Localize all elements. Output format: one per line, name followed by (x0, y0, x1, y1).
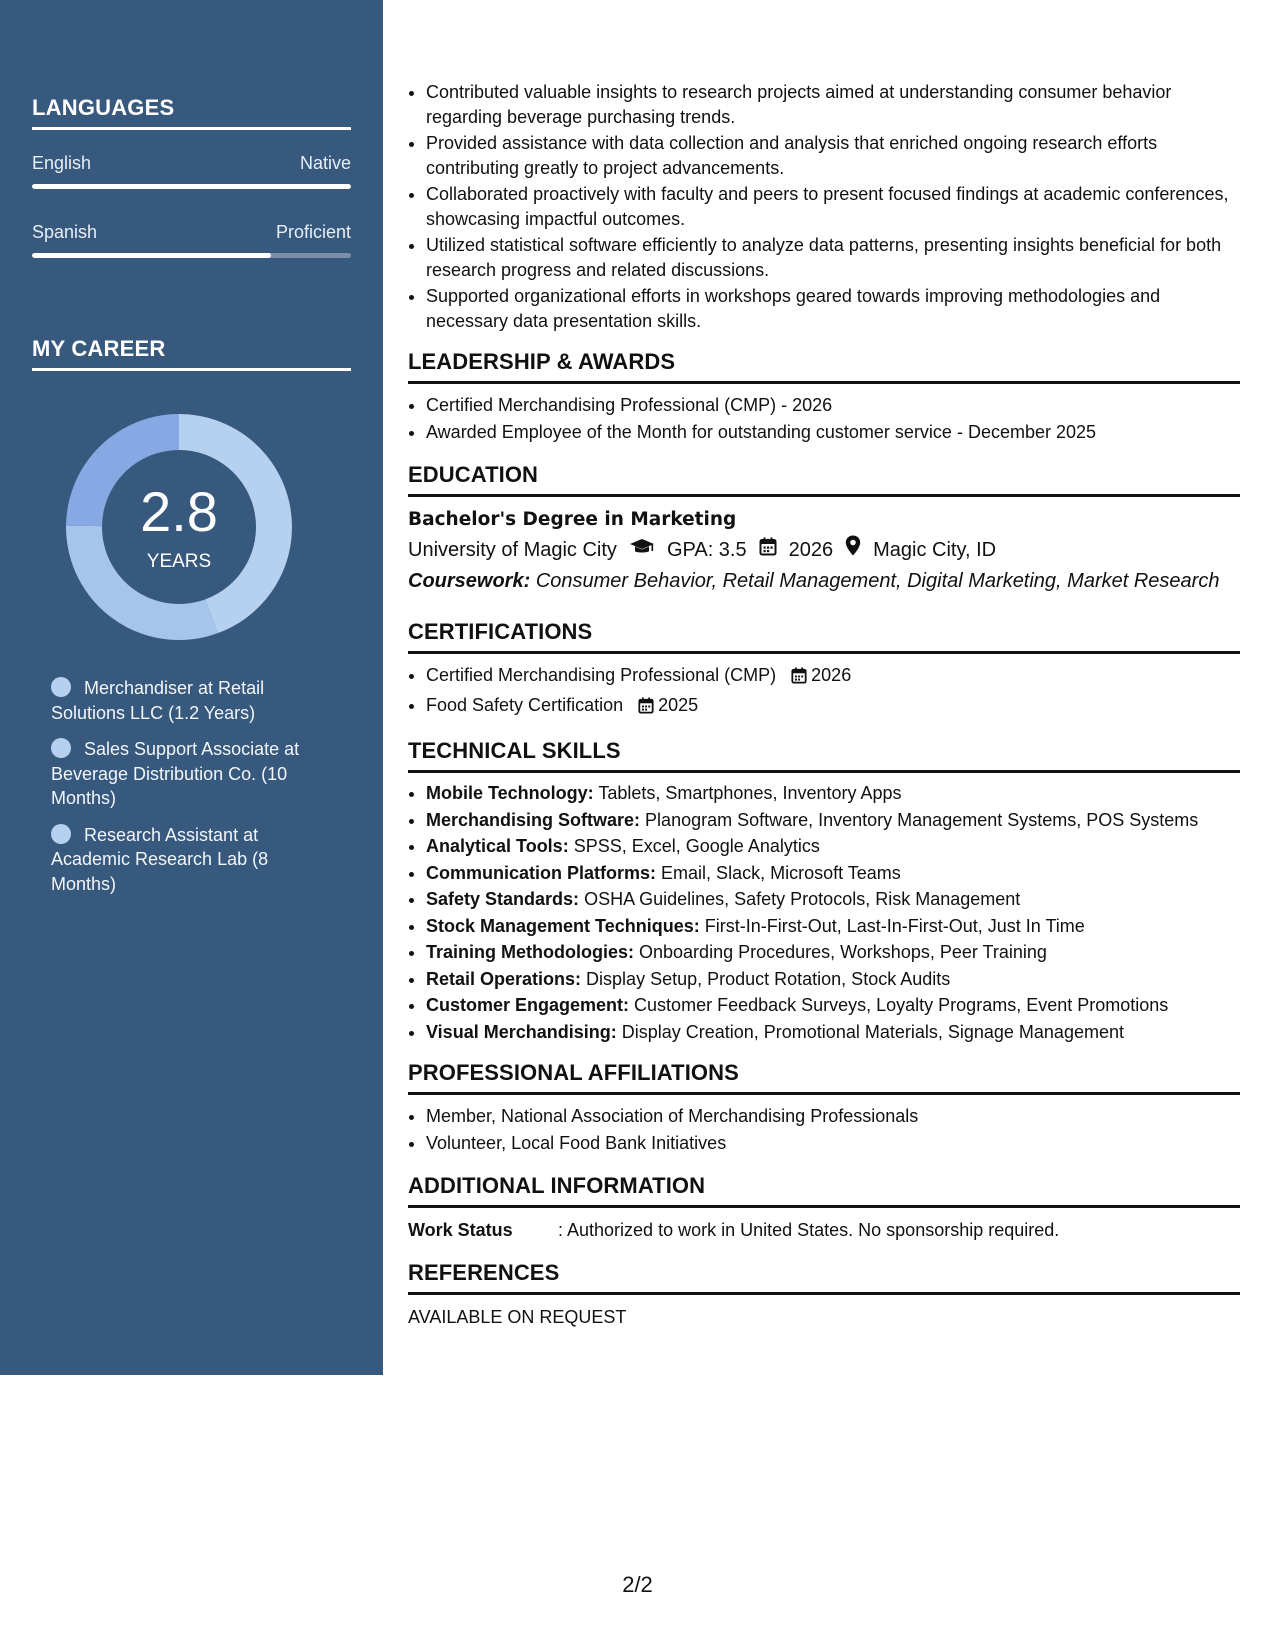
skill-label: Retail Operations: (426, 968, 582, 989)
skill-item (426, 993, 1240, 1018)
skill-label: Merchandising Software: (426, 809, 641, 830)
calendar-icon (791, 665, 807, 692)
skill-value: OSHA Guidelines, Safety Protocols, Risk Management (584, 889, 1021, 909)
language-row-spanish (32, 222, 351, 243)
list-item: • Supported organizational efforts in workshops geared towards improving methodologies and necessary data presentation skills. (426, 284, 1240, 333)
skill-value: Display Creation, Promotional Materials, Signage Management (621, 1021, 1124, 1042)
section-title-skills: TECHNICAL SKILLS (408, 738, 1240, 773)
language-bar-fill (32, 184, 351, 189)
skills-list (408, 781, 1240, 1044)
languages-heading: LANGUAGES (32, 95, 351, 130)
section-title-education: EDUCATION (408, 462, 1240, 497)
career-item (51, 737, 321, 811)
skill-value: Tablets, Smartphones, Inventory Apps (598, 783, 902, 803)
certifications-list (408, 662, 1240, 722)
career-heading: MY CAREER (32, 336, 351, 371)
section-title-affiliations: PROFESSIONAL AFFILIATIONS (408, 1060, 1240, 1095)
skill-item (426, 808, 1240, 833)
skill-item (426, 940, 1240, 965)
school-location: Magic City, ID (873, 539, 997, 561)
language-bar-english (32, 184, 351, 189)
list-item: • Awarded Employee of the Month for outstanding customer service - December 2025 (426, 419, 1240, 446)
list-item: • Collaborated proactively with faculty and peers to present focused findings at academic conferences, showcasing impactful outcomes. (426, 182, 1240, 231)
leadership-list (408, 392, 1240, 446)
list-item (426, 692, 1240, 722)
bullet-dot-icon (51, 738, 71, 758)
cert-name: Food Safety Certification (426, 695, 624, 715)
gpa: GPA: 3.5 (666, 539, 747, 561)
skill-value: Planogram Software, Inventory Management Systems, POS Systems (645, 809, 1199, 830)
skill-value: Display Setup, Product Rotation, Stock Audits (586, 968, 951, 989)
list-item: • Utilized statistical software efficiently to analyze data patterns, presenting insights beneficial for both research progress and related discussions. (426, 233, 1240, 282)
skill-item (426, 914, 1240, 939)
coursework-text: Consumer Behavior, Retail Management, Digital Marketing, Market Research (535, 570, 1220, 592)
career-item-text: Merchandiser at Retail Solutions LLC (1.2 Years) (51, 678, 265, 723)
bullet-dot-icon (51, 824, 71, 844)
career-item-text: Sales Support Associate at Beverage Distribution Co. (10 Months) (51, 739, 300, 808)
language-row-english (32, 153, 351, 174)
skill-label: Visual Merchandising: (426, 1021, 617, 1042)
coursework (408, 566, 1240, 597)
work-status-value: : Authorized to work in United States. No sponsorship required. (558, 1220, 1060, 1240)
language-level: Native (299, 153, 351, 173)
calendar-icon (638, 695, 654, 722)
language-bar-spanish (32, 253, 351, 258)
career-total-value: 2.8 (140, 480, 218, 543)
skill-value: SPSS, Excel, Google Analytics (573, 836, 820, 856)
list-item: • Contributed valuable insights to research projects aimed at understanding consumer behavior regarding beverage purchasing trends. (426, 80, 1240, 129)
skill-item (426, 1020, 1240, 1045)
sidebar (0, 0, 383, 1375)
skill-item (426, 887, 1240, 912)
skill-value: Customer Feedback Surveys, Loyalty Programs, Event Promotions (634, 995, 1169, 1015)
work-status-label: Work Status (408, 1220, 513, 1240)
list-item: • Member, National Association of Merchandising Professionals (426, 1103, 1240, 1130)
career-item (51, 823, 321, 897)
cert-year: 2025 (658, 695, 699, 715)
skill-item (426, 861, 1240, 886)
coursework-label: Coursework: (408, 570, 531, 592)
main-content (408, 80, 1240, 1331)
skill-value: Onboarding Procedures, Workshops, Peer Training (639, 942, 1047, 962)
list-item: • Volunteer, Local Food Bank Initiatives (426, 1130, 1240, 1157)
experience-bullets (408, 80, 1240, 333)
skill-label: Communication Platforms: (426, 862, 657, 883)
skill-item (426, 781, 1240, 806)
references-text: AVAILABLE ON REQUEST (408, 1307, 627, 1327)
skill-value: First-In-First-Out, Last-In-First-Out, Just In Time (704, 915, 1085, 936)
skill-item (426, 967, 1240, 992)
skill-label: Training Methodologies: (426, 942, 634, 962)
school-name: University of Magic City (408, 539, 617, 561)
skill-label: Customer Engagement: (426, 995, 630, 1015)
cert-name: Certified Merchandising Professional (CMP) (426, 665, 777, 685)
language-level: Proficient (275, 222, 351, 242)
skill-label: Safety Standards: (426, 889, 580, 909)
career-total-unit: YEARS (146, 551, 212, 572)
graduation-year: 2026 (788, 539, 834, 561)
affiliations-list (408, 1103, 1240, 1157)
list-item (426, 662, 1240, 692)
calendar-icon (759, 535, 777, 566)
skill-item (426, 834, 1240, 859)
page-number: 2/2 (622, 1572, 653, 1597)
list-item: • Provided assistance with data collection and analysis that enriched ongoing research efforts contributing greatly to project advancements. (426, 131, 1240, 180)
graduation-cap-icon (629, 535, 655, 566)
language-name: English (32, 153, 92, 173)
list-item: • Certified Merchandising Professional (CMP) - 2026 (426, 392, 1240, 419)
skill-label: Stock Management Techniques: (426, 915, 700, 936)
section-title-certifications: CERTIFICATIONS (408, 619, 1240, 654)
work-status-row (408, 1216, 1240, 1244)
education-block (408, 505, 1240, 597)
language-bar-fill (32, 253, 271, 258)
cert-year: 2026 (811, 665, 852, 685)
career-list (51, 676, 321, 908)
location-pin-icon (845, 535, 861, 566)
career-item (51, 676, 321, 725)
section-title-leadership: LEADERSHIP & AWARDS (408, 349, 1240, 384)
skill-value: Email, Slack, Microsoft Teams (661, 862, 901, 883)
bullet-dot-icon (51, 677, 71, 697)
skill-label: Mobile Technology: (426, 783, 594, 803)
degree-title: Bachelor's Degree in Marketing (408, 509, 737, 530)
education-details (408, 535, 1240, 566)
skill-label: Analytical Tools: (426, 836, 569, 856)
section-title-references: REFERENCES (408, 1260, 1240, 1295)
section-title-additional: ADDITIONAL INFORMATION (408, 1173, 1240, 1208)
career-item-text: Research Assistant at Academic Research Lab (8 Months) (51, 824, 269, 894)
language-name: Spanish (32, 222, 98, 242)
